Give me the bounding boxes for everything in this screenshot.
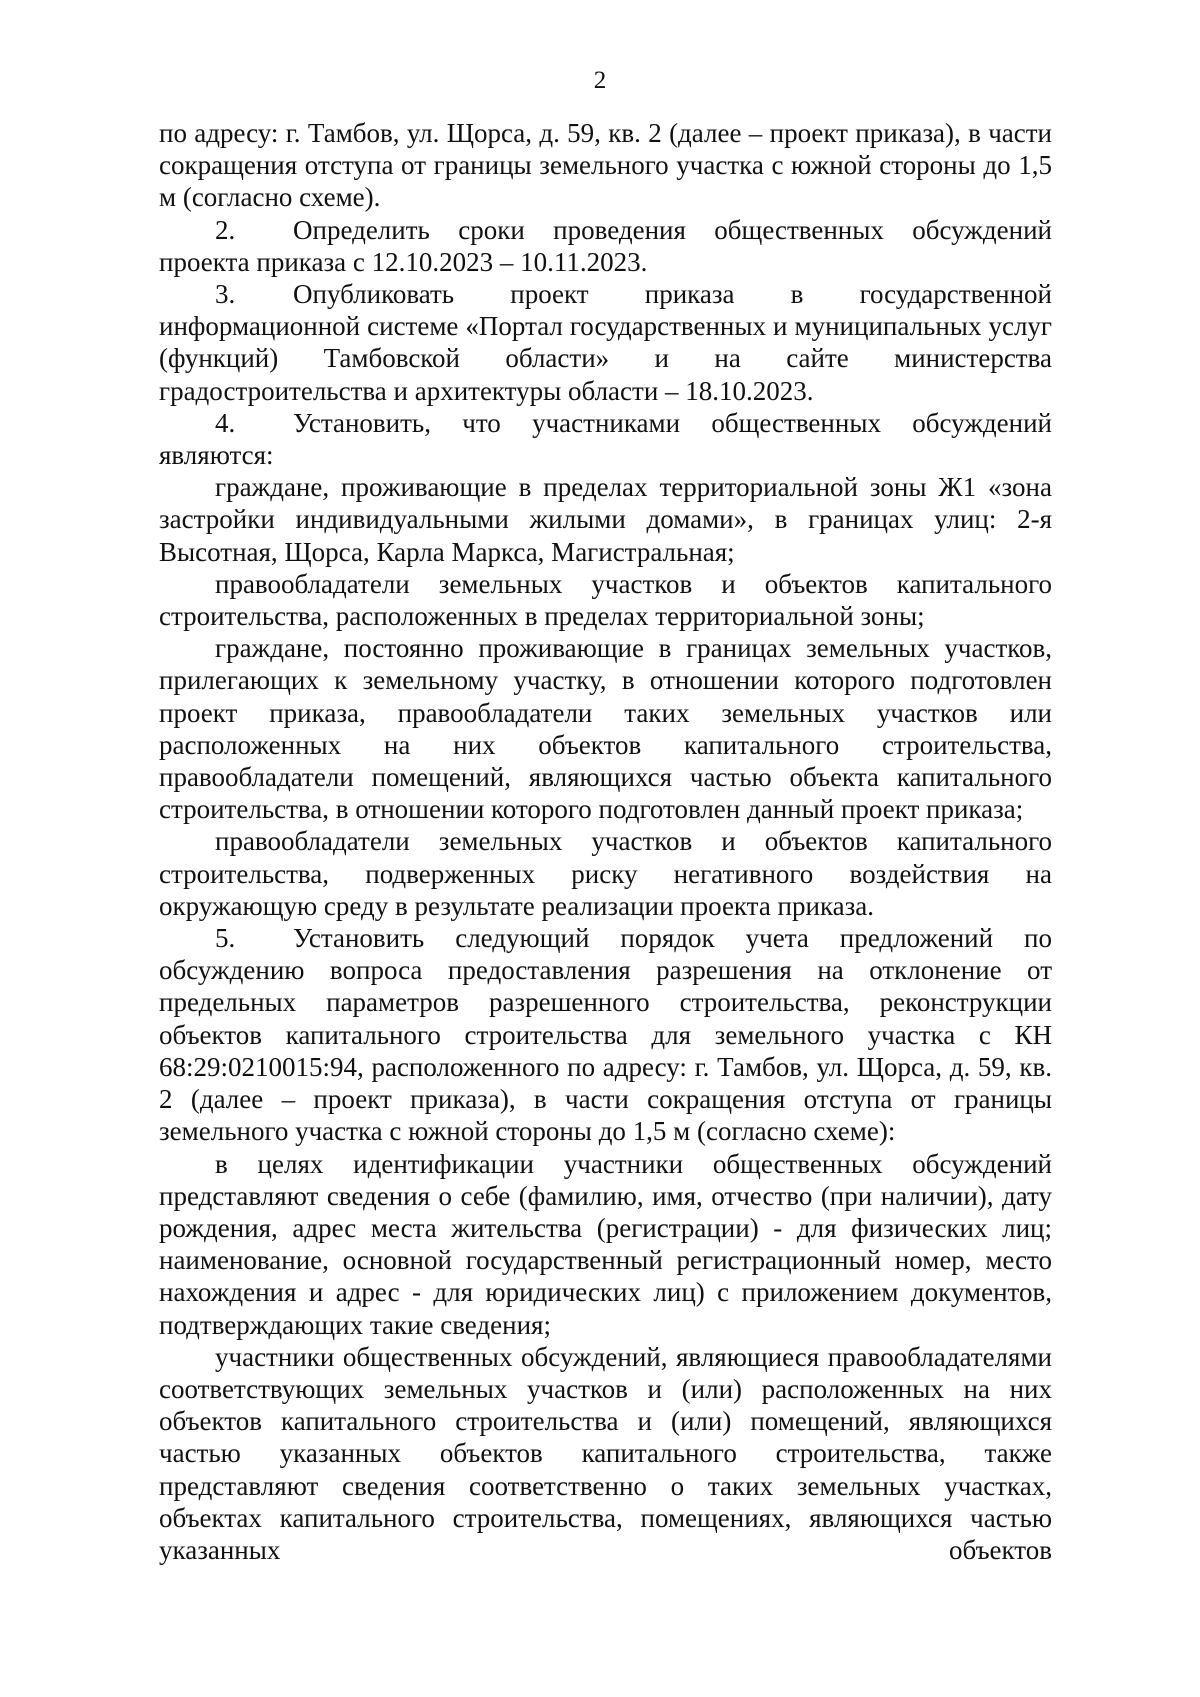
paragraph-identification: в целях идентификации участники общественных обсуждений представляют сведения о себе (фамилию, имя, отчество (при наличии), дату рождения, адрес места жительства (регистрации) - для физических лиц; наименование, основной государственный регистрационный номер, место нахождения и адрес - для юридических лиц) с приложением документов, подтверждающих такие сведения; xyxy=(159,1148,1052,1340)
paragraph-rights-holders: участники общественных обсуждений, являющиеся правообладателями соответствующих земельных участков и (или) расположенных на них объектов капитального строительства и (или) помещений, являющихся частью указанных объектов капитального строительства, также представляют сведения соответственно о таких земельных участках, объектах капитального строительства, помещениях, являющихся частью указанных объектов xyxy=(159,1341,1052,1565)
item-text: Определить сроки проведения общественных обсуждений проекта приказа с 12.10.2023 – 10.11.2023. xyxy=(159,214,1052,277)
paragraph-participants-residents: граждане, проживающие в пределах территориальной зоны Ж1 «зона застройки индивидуальными жилыми домами», в границах улиц: 2-я Высотная, Щорса, Карла Маркса, Магистральная; xyxy=(159,472,1052,567)
paragraph-participants-adjacent: граждане, постоянно проживающие в границах земельных участков, прилегающих к земельному участку, в отношении которого подготовлен проект приказа, правообладатели таких земельных участков или расположенных на них объектов капитального строительства, правообладатели помещений, являющихся частью объекта капитального строительства, в отношении которого подготовлен данный проект приказа; xyxy=(159,633,1052,825)
item-number: 4. xyxy=(215,407,236,438)
item-text: Установить следующий порядок учета предложений по обсуждению вопроса предоставления разрешения на отклонение от предельных параметров разрешенного строительства, реконструкции объектов капитального строительства для земельного участка с КН 68:29:0210015:94, расположенного по адресу: г. Тамбов, ул. Щорса, д. 59, кв. 2 (далее – проект приказа), в части сокращения отступа от границы земельного участка с южной стороны до 1,5 м (согласно схеме): xyxy=(159,923,1052,1147)
paragraph-item-4 xyxy=(159,407,1052,471)
paragraph-item-5 xyxy=(159,922,1052,1147)
item-number: 2. xyxy=(215,214,236,245)
item-number: 5. xyxy=(215,923,236,954)
paragraph-continuation: по адресу: г. Тамбов, ул. Щорса, д. 59, кв. 2 (далее – проект приказа), в части сокращения отступа от границы земельного участка с южной стороны до 1,5 м (согласно схеме). xyxy=(159,118,1052,213)
paragraph-participants-owners: правообладатели земельных участков и объектов капитального строительства, расположенных в пределах территориальной зоны; xyxy=(159,568,1052,632)
item-text: Опубликовать проект приказа в государственной информационной системе «Портал государственных и муниципальных услуг (функций) Тамбовской области» и на сайте министерства градостроительства и архитектуры области – 18.10.2023. xyxy=(159,279,1052,406)
paragraph-item-2 xyxy=(159,214,1052,278)
paragraph-participants-risk: правообладатели земельных участков и объектов капитального строительства, подверженных риску негативного воздействия на окружающую среду в результате реализации проекта приказа. xyxy=(159,826,1052,921)
page-number: 2 xyxy=(593,67,607,94)
item-number: 3. xyxy=(215,279,236,310)
item-text: Установить, что участниками общественных обсуждений являются: xyxy=(159,407,1052,471)
paragraph-item-3 xyxy=(159,278,1052,407)
document-body xyxy=(159,117,1052,1566)
